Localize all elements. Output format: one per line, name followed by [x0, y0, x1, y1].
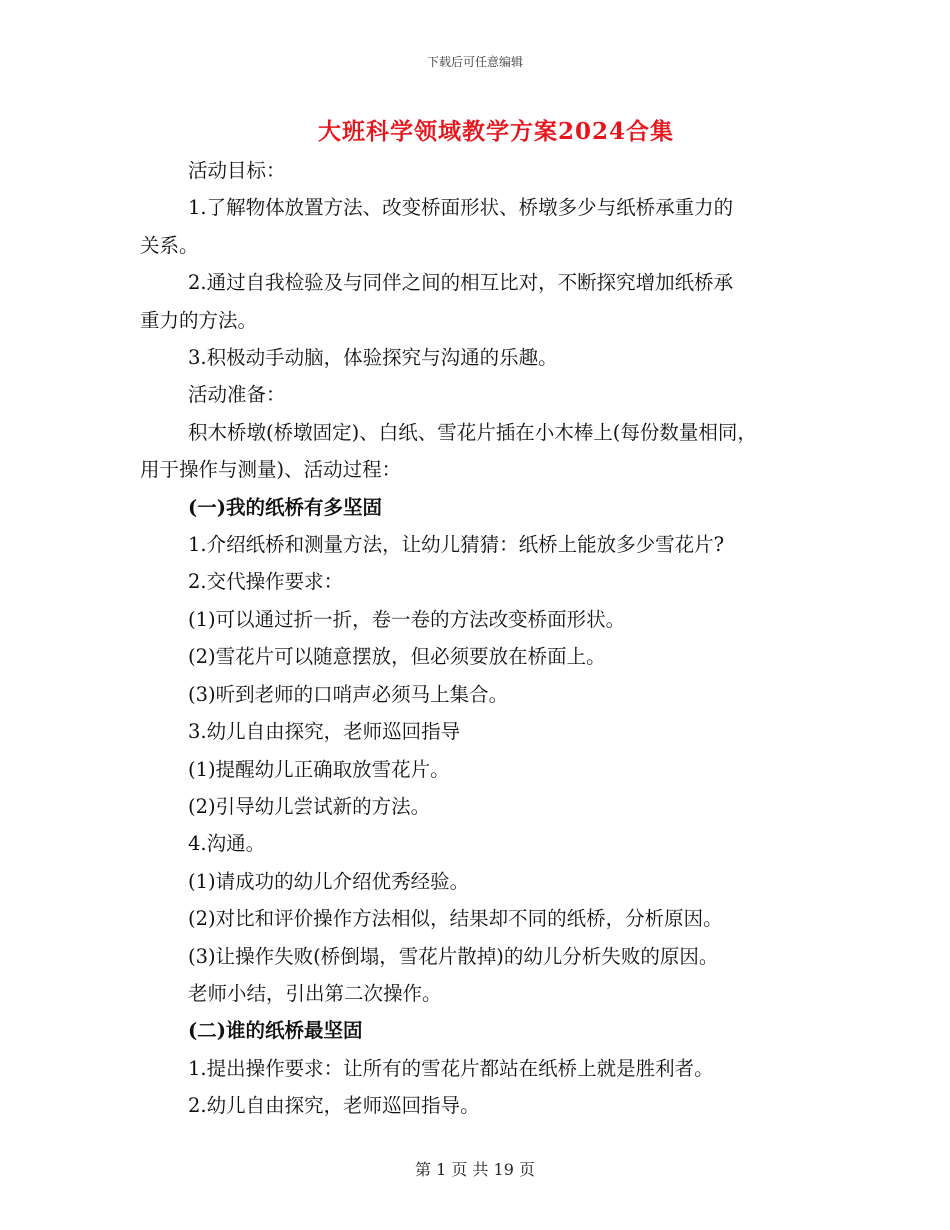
- goal-3: 3.积极动手动脑，体验探究与沟通的乐趣。: [188, 346, 558, 370]
- document-title: 大班科学领域教学方案2024合集: [317, 118, 674, 145]
- step-1-3: 3.幼儿自由探究，老师巡回指导: [188, 720, 461, 744]
- communication-2: (2)对比和评价操作方法相似，结果却不同的纸桥，分析原因。: [188, 907, 723, 931]
- requirement-1: (1)可以通过折一折，卷一卷的方法改变桥面形状。: [188, 607, 626, 631]
- step-2-1: 1.提出操作要求：让所有的雪花片都站在纸桥上就是胜利者。: [188, 1056, 714, 1080]
- preparation-line-1: 积木桥墩(桥墩固定)、白纸、雪花片插在小木棒上(每份数量相同，: [188, 420, 757, 444]
- requirement-3: (3)听到老师的口哨声必须马上集合。: [188, 682, 509, 706]
- goal-1-line-1: 1.了解物体放置方法、改变桥面形状、桥墩多少与纸桥承重力的: [188, 196, 734, 220]
- goal-2-line-1: 2.通过自我检验及与同伴之间的相互比对，不断探究增加纸桥承: [188, 271, 734, 295]
- header-note: 下载后可任意编辑: [426, 55, 523, 69]
- communication-3: (3)让操作失败(桥倒塌，雪花片散掉)的幼儿分析失败的原因。: [188, 944, 719, 968]
- goal-2-line-2: 重力的方法。: [140, 308, 258, 332]
- preparation-line-2: 用于操作与测量)、活动过程：: [140, 458, 402, 482]
- section-label-preparation: 活动准备：: [188, 383, 286, 407]
- step-1-4: 4.沟通。: [188, 832, 266, 856]
- page-footer: 第 1 页 共 19 页: [415, 1160, 535, 1179]
- guidance-1: (1)提醒幼儿正确取放雪花片。: [188, 757, 450, 781]
- teacher-summary: 老师小结，引出第二次操作。: [188, 981, 442, 1005]
- communication-1: (1)请成功的幼儿介绍优秀经验。: [188, 869, 470, 893]
- guidance-2: (2)引导幼儿尝试新的方法。: [188, 794, 431, 818]
- section-heading-1: (一)我的纸桥有多坚固: [188, 495, 382, 519]
- section-heading-2: (二)谁的纸桥最坚固: [188, 1019, 363, 1043]
- goal-1-line-2: 关系。: [140, 233, 199, 257]
- document-body: [140, 152, 820, 1125]
- step-1-2: 2.交代操作要求：: [188, 570, 344, 594]
- step-2-2: 2.幼儿自由探究，老师巡回指导。: [188, 1094, 480, 1118]
- step-1-1: 1.介绍纸桥和测量方法，让幼儿猜猜：纸桥上能放多少雪花片?: [188, 533, 725, 557]
- requirement-2: (2)雪花片可以随意摆放，但必须要放在桥面上。: [188, 645, 606, 669]
- section-label-goals: 活动目标：: [188, 159, 286, 182]
